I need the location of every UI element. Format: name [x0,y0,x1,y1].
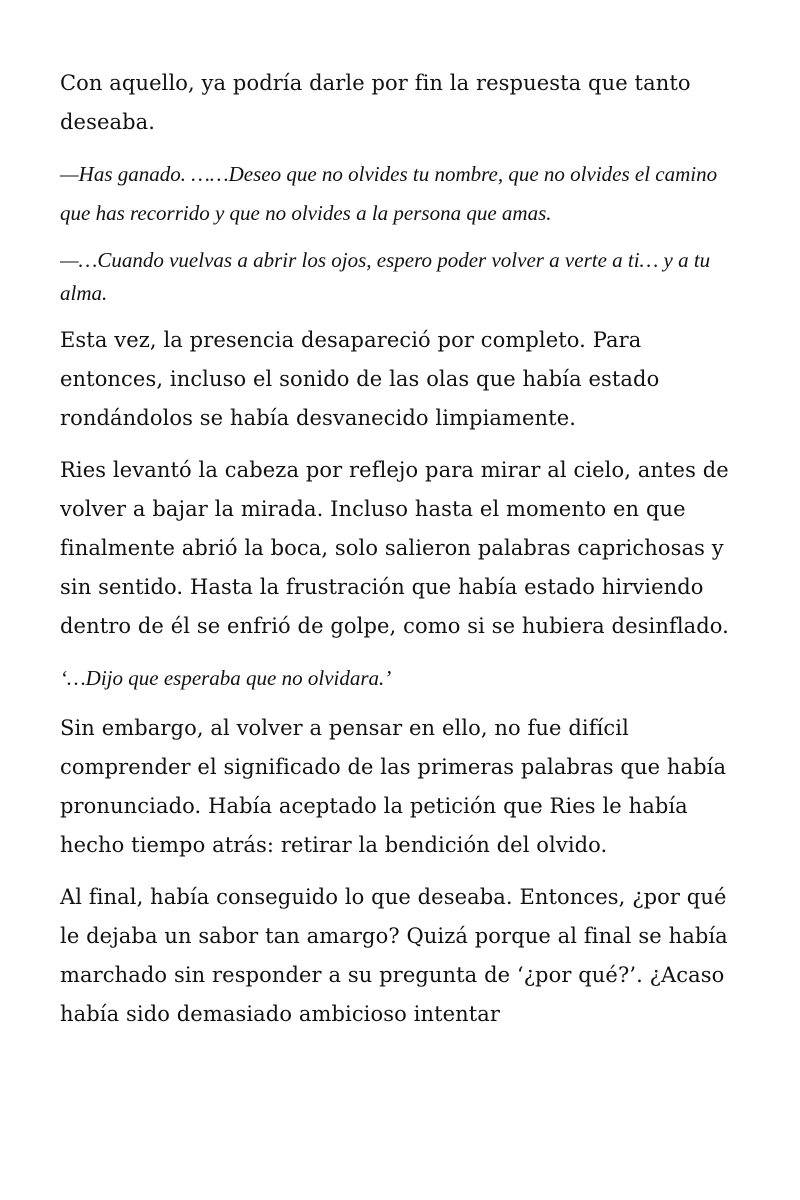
book-page [60,64,750,1047]
italic-dialogue-1: —Has ganado. ……Deseo que no olvides tu nombre, que no olvides el camino que has recorrido y que no olvides a la persona que amas. [60,162,718,225]
paragraph-5: Al final, había conseguido lo que deseaba. Entonces, ¿por qué le dejaba un sabor tan amargo? Quizá porque al final se había marchado sin responder a su pregunta de ‘¿por qué?’. ¿Acaso había sido demasiado ambicioso intentar [60,885,728,1026]
italic-thought: ‘…Dijo que esperaba que no olvidara.’ [60,666,392,690]
paragraph-2: Esta vez, la presencia desapareció por completo. Para entonces, incluso el sonido de las olas que había estado rondándolos se había desvanecido limpiamente. [60,328,660,430]
paragraph-3: Ries levantó la cabeza por reflejo para mirar al cielo, antes de volver a bajar la mirada. Incluso hasta el momento en que finalmente abrió la boca, solo salieron palabras caprichosas y sin sentido. Hasta la frustración que había estado hirviendo dentro de él se enfrió de golpe, como si se hubiera desinflado. [60,458,729,638]
paragraph-1: Con aquello, ya podría darle por fin la respuesta que tanto deseaba. [60,71,691,134]
italic-dialogue-2: —…Cuando vuelvas a abrir los ojos, espero poder volver a verte a ti… y a tu alma. [60,248,711,305]
paragraph-4: Sin embargo, al volver a pensar en ello, no fue difícil comprender el significado de las primeras palabras que había pronunciado. Había aceptado la petición que Ries le había hecho tiempo atrás: retirar la bendición del olvido. [60,716,727,857]
